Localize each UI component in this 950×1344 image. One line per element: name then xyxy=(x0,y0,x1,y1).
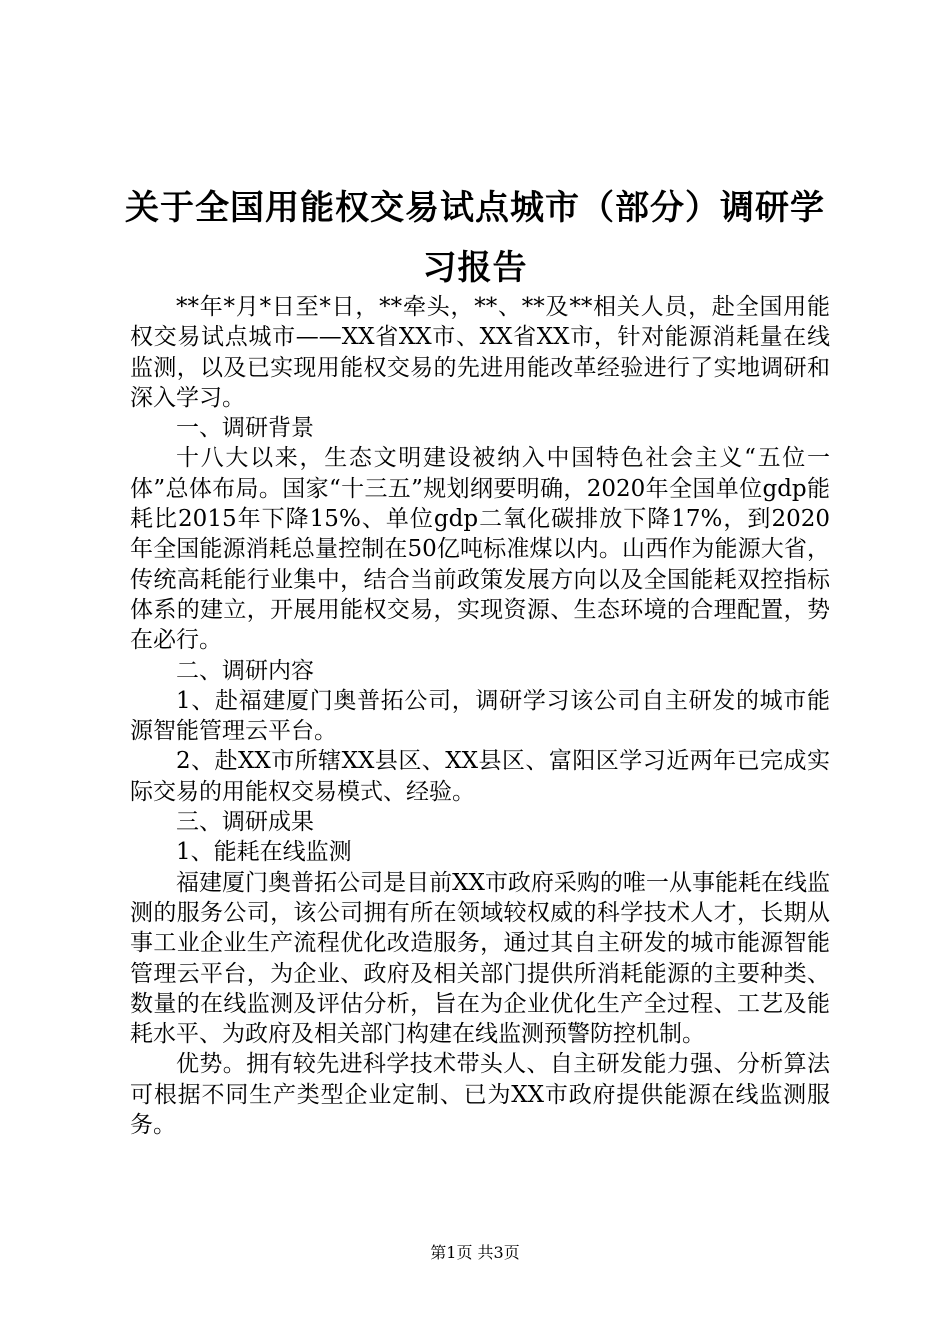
paragraph-monitoring-company: 福建厦门奥普拓公司是目前XX市政府采购的唯一从事能耗在线监测的服务公司，该公司拥有所在领域较权威的科学技术人才，长期从事工业企业生产流程优化改造服务，通过其自主研发的城市能源智能管理云平台，为企业、政府及相关部门提供所消耗能源的主要种类、数量的在线监测及评估分析，旨在为企业优化生产全过程、工艺及能耗水平、为政府及相关部门构建在线监测预警防控机制。 xyxy=(130,869,830,1048)
document-title: 关于全国用能权交易试点城市（部分）调研学习报告 xyxy=(125,188,825,288)
paragraph-advantages: 优势。拥有较先进科学技术带头人、自主研发能力强、分析算法可根据不同生产类型企业定制、已为XX市政府提供能源在线监测服务。 xyxy=(130,1051,830,1139)
section-heading-results: 三、调研成果 xyxy=(176,809,314,836)
section-heading-background: 一、调研背景 xyxy=(176,415,314,442)
paragraph-background: 十八大以来，生态文明建设被纳入中国特色社会主义“五位一体”总体布局。国家“十三五”规划纲要明确，2020年全国单位gdp能耗比2015年下降15%、单位gdp二氧化碳排放下降17%，到2020年全国能源消耗总量控制在50亿吨标准煤以内。山西作为能源大省，传统高耗能行业集中，结合当前政策发展方向以及全国能耗双控指标体系的建立，开展用能权交易，实现资源、生态环境的合理配置，势在必行。 xyxy=(130,445,830,654)
section-heading-content: 二、调研内容 xyxy=(176,657,314,684)
paragraph-content-item-2: 2、赴XX市所辖XX县区、XX县区、富阳区学习近两年已完成实际交易的用能权交易模式、经验。 xyxy=(130,748,830,805)
page-footer: 第1页 共3页 xyxy=(430,1243,520,1262)
document-body xyxy=(130,292,830,1140)
paragraph-intro: **年*月*日至*日，**牵头，**、**及**相关人员，赴全国用能权交易试点城市——XX省XX市、XX省XX市，针对能源消耗量在线监测，以及已实现用能权交易的先进用能改革经验进行了实地调研和深入学习。 xyxy=(130,294,830,411)
subheading-online-monitoring: 1、能耗在线监测 xyxy=(176,839,352,866)
paragraph-content-item-1: 1、赴福建厦门奥普拓公司，调研学习该公司自主研发的城市能源智能管理云平台。 xyxy=(130,687,830,745)
